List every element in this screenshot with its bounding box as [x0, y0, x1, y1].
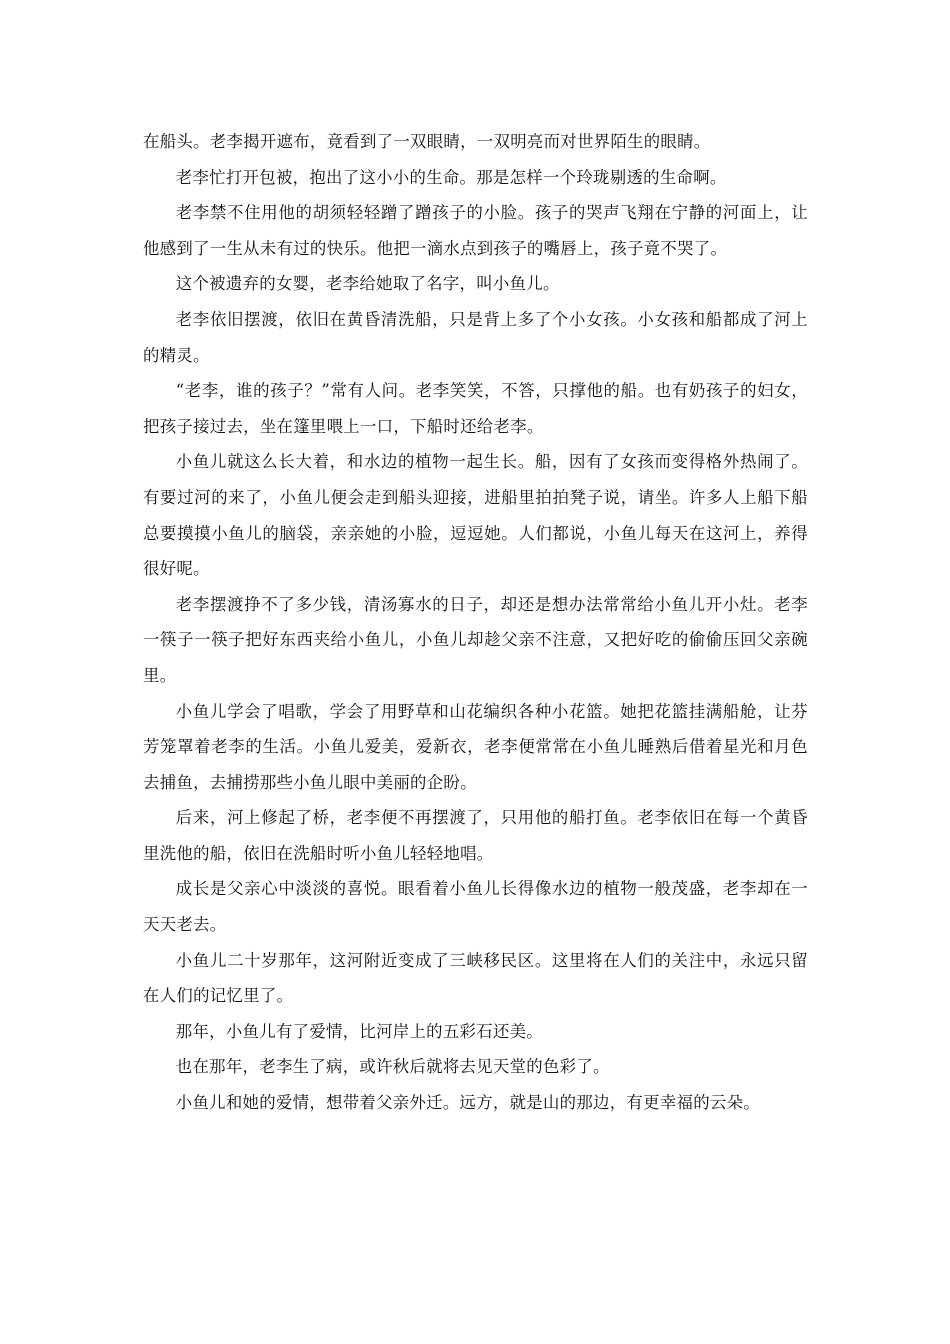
- paragraph-11: 成长是父亲心中淡淡的喜悦。眼看着小鱼儿长得像水边的植物一般茂盛，老李却在一天天老去。: [143, 879, 808, 935]
- paragraph-7: 小鱼儿就这么长大着，和水边的植物一起生长。船，因有了女孩而变得格外热闹了。有要过河的来了，小鱼儿便会走到船头迎接，进船里拍拍凳子说，请坐。许多人上船下船总要摸摸小鱼儿的脑袋，亲亲她的小脸，逗逗她。人们都说，小鱼儿每天在这河上，养得很好呢。: [143, 452, 808, 579]
- paragraph-3: 老李禁不住用他的胡须轻轻蹭了蹭孩子的小脸。孩子的哭声飞翔在宁静的河面上，让他感到了一生从未有过的快乐。他把一滴水点到孩子的嘴唇上，孩子竟不哭了。: [143, 203, 808, 258]
- paragraph-2: 老李忙打开包被，抱出了这小小的生命。那是怎样一个玲珑剔透的生命啊。: [175, 167, 727, 187]
- story-text-body: [143, 124, 808, 1121]
- paragraph-9: 小鱼儿学会了唱歌，学会了用野草和山花编织各种小花篮。她把花篮挂满船舱，让芬芳笼罩着老李的生活。小鱼儿爱美，爱新衣，老李便常常在小鱼儿睡熟后借着星光和月色去捕鱼，去捕捞那些小鱼儿眼中美丽的企盼。: [143, 701, 808, 792]
- paragraph-10: 后来，河上修起了桥，老李便不再摆渡了，只用他的船打鱼。老李依旧在每一个黄昏里洗他的船，依旧在洗船时听小鱼儿轻轻地唱。: [143, 808, 808, 863]
- paragraph-8: 老李摆渡挣不了多少钱，清汤寡水的日子，却还是想办法常常给小鱼儿开小灶。老李一筷子一筷子把好东西夹给小鱼儿，小鱼儿却趁父亲不注意，又把好吃的偷偷压回父亲碗里。: [143, 594, 808, 685]
- paragraph-5: 老李依旧摆渡，依旧在黄昏清洗船，只是背上多了个小女孩。小女孩和船都成了河上的精灵。: [143, 309, 808, 365]
- paragraph-1: 在船头。老李揭开遮布，竟看到了一双眼睛，一双明亮而对世界陌生的眼睛。: [143, 132, 711, 151]
- paragraph-15: 小鱼儿和她的爱情，想带着父亲外迁。远方，就是山的那边，有更幸福的云朵。: [175, 1093, 760, 1113]
- paragraph-14: 也在那年，老李生了病，或许秋后就将去见天堂的色彩了。: [175, 1057, 610, 1077]
- paragraph-13: 那年，小鱼儿有了爱情，比河岸上的五彩石还美。: [175, 1021, 543, 1041]
- paragraph-4: 这个被遗弃的女婴，老李给她取了名字，叫小鱼儿。: [175, 274, 560, 294]
- paragraph-6: “老李，谁的孩子？”常有人问。老李笑笑，不答，只撑他的船。也有奶孩子的妇女，把孩子接过去，坐在篷里喂上一口，下船时还给老李。: [143, 381, 808, 436]
- paragraph-12: 小鱼儿二十岁那年，这河附近变成了三峡移民区。这里将在人们的关注中，永远只留在人们的记忆里了。: [143, 950, 808, 1006]
